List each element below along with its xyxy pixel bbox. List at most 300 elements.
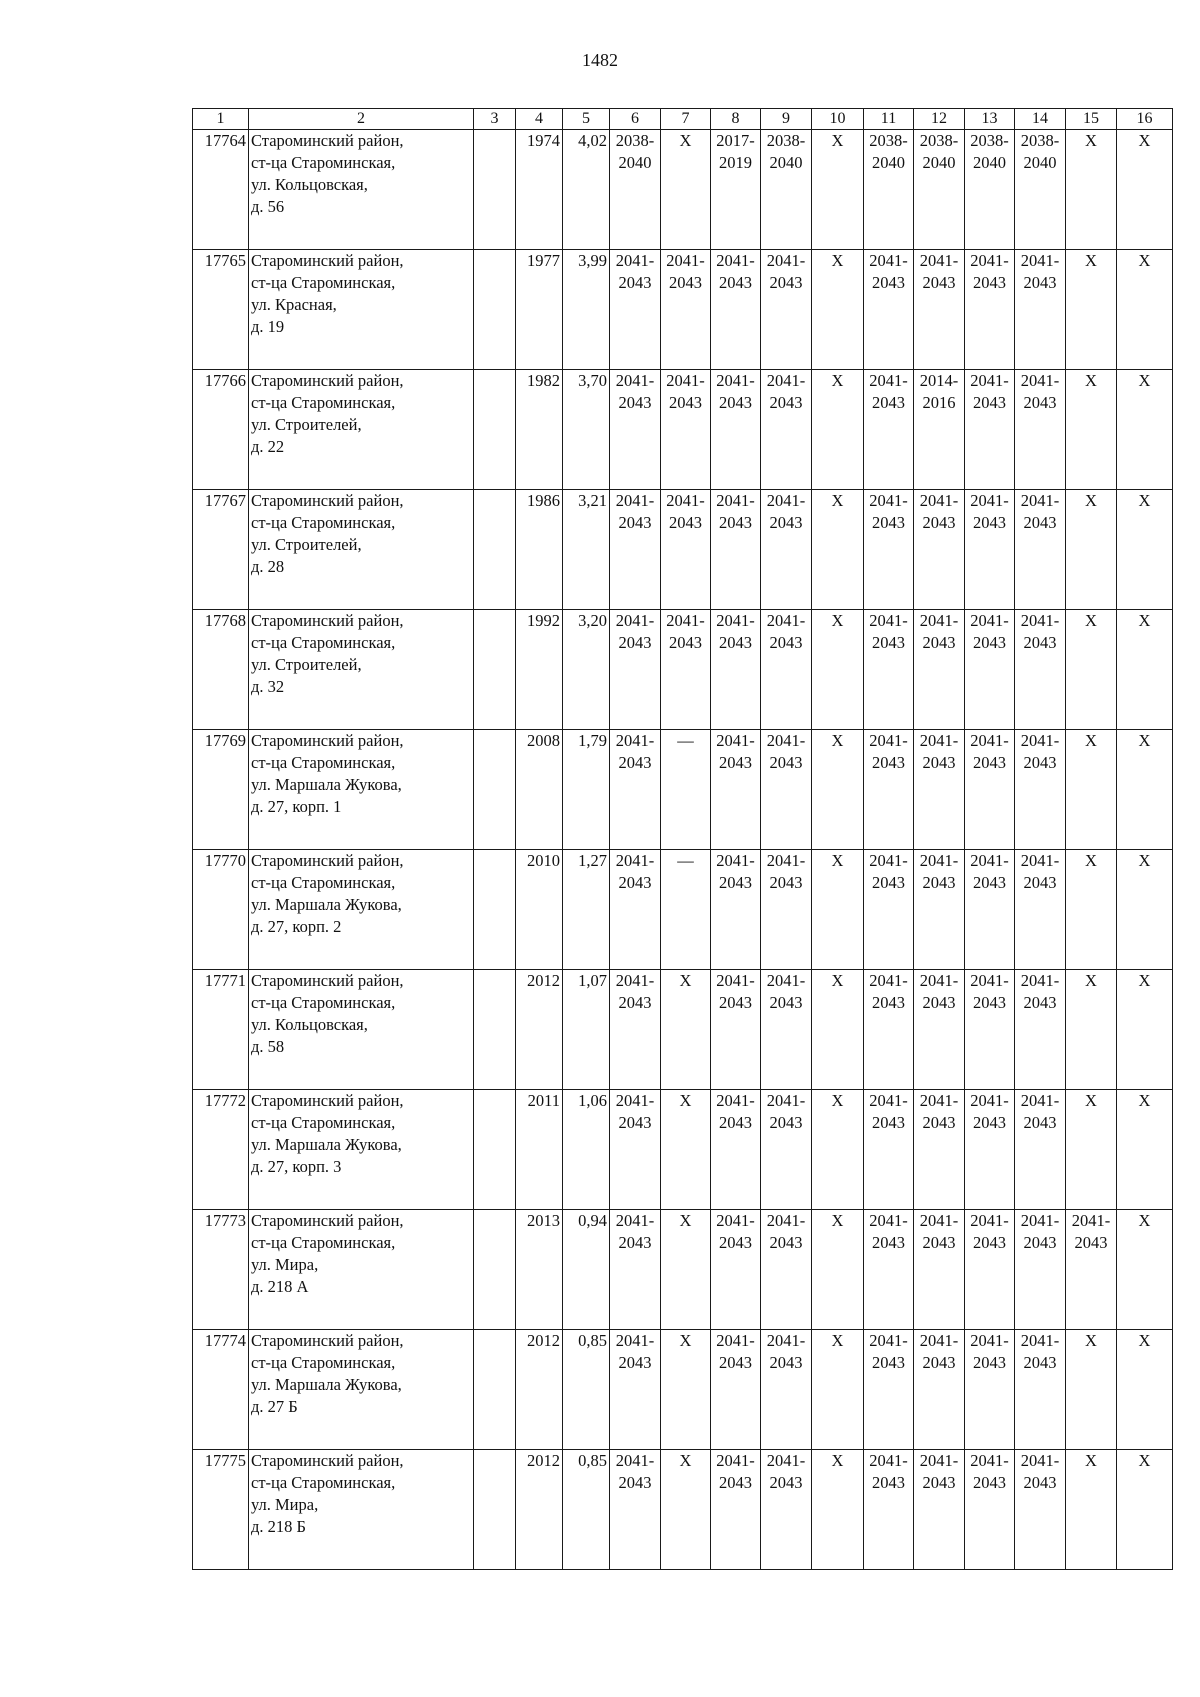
period-cell xyxy=(965,250,1015,370)
record-id: 17773 xyxy=(193,1210,249,1330)
mark-cell: X xyxy=(1117,130,1173,250)
address-line: ст-ца Староминская, xyxy=(251,273,396,292)
period-line: 2041- xyxy=(766,1211,806,1230)
period-line: 2043 xyxy=(872,1353,905,1372)
mark-cell: X xyxy=(1066,370,1117,490)
period-line: 2040 xyxy=(973,153,1006,172)
period-line: 2016 xyxy=(922,393,956,412)
mark-cell: X xyxy=(812,490,864,610)
column-3-cell xyxy=(474,250,516,370)
address-line: ул. Строителей, xyxy=(251,415,362,434)
period-cell xyxy=(610,370,661,490)
period-cell xyxy=(610,490,661,610)
page-number: 1482 xyxy=(582,50,618,70)
year-cell: 2012 xyxy=(516,1450,563,1570)
period-line: 2041- xyxy=(919,1211,959,1230)
period-line: 2041- xyxy=(716,491,755,510)
year-cell: 1992 xyxy=(516,610,563,730)
mark-cell: X xyxy=(812,610,864,730)
period-line: 2041- xyxy=(766,1091,806,1110)
period-line: 2041- xyxy=(1071,1211,1111,1230)
period-line: 2041- xyxy=(716,371,755,390)
period-line: 2041- xyxy=(970,1451,1009,1470)
period-line: 2043 xyxy=(922,1113,956,1132)
period-line: 2041- xyxy=(970,971,1009,990)
period-cell xyxy=(864,250,914,370)
period-cell xyxy=(864,1210,914,1330)
period-line: 2043 xyxy=(973,1473,1006,1492)
period-line: 2041- xyxy=(919,851,959,870)
period-cell xyxy=(1066,1210,1117,1330)
period-line: 2043 xyxy=(618,753,652,772)
record-id: 17765 xyxy=(193,250,249,370)
period-line: 2041- xyxy=(766,731,806,750)
mark-cell: X xyxy=(812,1090,864,1210)
record-id: 17766 xyxy=(193,370,249,490)
period-line: 2043 xyxy=(922,873,956,892)
mark-cell: — xyxy=(661,730,711,850)
address-line: ст-ца Староминская, xyxy=(251,753,396,772)
mark-cell: X xyxy=(812,1330,864,1450)
period-line: 2043 xyxy=(769,753,803,772)
period-line: 2041- xyxy=(766,851,806,870)
year-cell: 2010 xyxy=(516,850,563,970)
address-cell xyxy=(249,610,474,730)
period-line: 2041- xyxy=(869,851,908,870)
period-cell xyxy=(761,610,812,730)
period-cell xyxy=(761,730,812,850)
period-line: 2040 xyxy=(872,153,905,172)
period-line: 2041- xyxy=(869,251,908,270)
period-line: 2043 xyxy=(618,873,652,892)
column-3-cell xyxy=(474,610,516,730)
year-cell: 2012 xyxy=(516,1330,563,1450)
column-3-cell xyxy=(474,370,516,490)
period-line: 2041- xyxy=(1020,731,1060,750)
mark-cell: X xyxy=(1117,1090,1173,1210)
period-line: 2041- xyxy=(766,491,806,510)
period-line: 2043 xyxy=(1023,513,1057,532)
period-line: 2043 xyxy=(922,753,956,772)
address-line: Староминский район, xyxy=(251,371,404,390)
period-line: 2038- xyxy=(919,131,959,150)
period-line: 2041- xyxy=(919,491,959,510)
period-line: 2041- xyxy=(970,1211,1009,1230)
address-cell xyxy=(249,1210,474,1330)
period-line: 2043 xyxy=(669,513,702,532)
period-line: 2038- xyxy=(766,131,806,150)
period-cell xyxy=(965,1090,1015,1210)
period-line: 2041- xyxy=(1020,1331,1060,1350)
period-cell xyxy=(1015,130,1066,250)
period-line: 2043 xyxy=(973,753,1006,772)
mark-cell: X xyxy=(1117,970,1173,1090)
period-line: 2043 xyxy=(618,1113,652,1132)
period-line: 2043 xyxy=(922,1353,956,1372)
address-line: д. 19 xyxy=(251,317,285,336)
period-line: 2041- xyxy=(970,611,1009,630)
address-line: ст-ца Староминская, xyxy=(251,633,396,652)
period-line: 2043 xyxy=(719,873,752,892)
period-cell xyxy=(864,730,914,850)
mark-cell: X xyxy=(1117,850,1173,970)
address-line: Староминский район, xyxy=(251,611,404,630)
period-cell xyxy=(711,1090,761,1210)
period-line: 2041- xyxy=(970,851,1009,870)
period-line: 2041- xyxy=(919,971,959,990)
period-line: 2043 xyxy=(719,513,752,532)
address-line: ул. Мира, xyxy=(251,1495,319,1514)
table-row xyxy=(193,1210,1173,1330)
period-line: 2043 xyxy=(973,873,1006,892)
period-cell xyxy=(914,250,965,370)
period-line: 2041- xyxy=(869,1451,908,1470)
record-id: 17770 xyxy=(193,850,249,970)
period-cell xyxy=(761,1330,812,1450)
period-cell xyxy=(1015,730,1066,850)
period-line: 2041- xyxy=(666,611,705,630)
mark-cell: X xyxy=(812,130,864,250)
address-line: д. 22 xyxy=(251,437,285,456)
period-cell xyxy=(864,130,914,250)
address-line: Староминский район, xyxy=(251,1091,404,1110)
period-line: 2043 xyxy=(872,393,905,412)
value-cell: 0,85 xyxy=(563,1450,610,1570)
mark-cell: X xyxy=(1066,970,1117,1090)
period-line: 2043 xyxy=(922,273,956,292)
period-line: 2043 xyxy=(719,273,752,292)
address-cell xyxy=(249,250,474,370)
column-header-5: 5 xyxy=(563,109,610,130)
period-line: 2043 xyxy=(973,513,1006,532)
period-line: 2041- xyxy=(766,1331,806,1350)
address-cell xyxy=(249,490,474,610)
address-line: д. 28 xyxy=(251,557,285,576)
mark-cell: X xyxy=(1117,730,1173,850)
period-cell xyxy=(864,610,914,730)
column-3-cell xyxy=(474,1330,516,1450)
period-cell xyxy=(965,1330,1015,1450)
column-3-cell xyxy=(474,970,516,1090)
period-line: 2041- xyxy=(666,371,705,390)
address-line: Староминский район, xyxy=(251,1451,404,1470)
period-line: 2041- xyxy=(615,971,655,990)
period-line: 2043 xyxy=(1023,1473,1057,1492)
period-line: 2019 xyxy=(719,153,752,172)
table-row xyxy=(193,610,1173,730)
period-cell xyxy=(661,250,711,370)
period-line: 2041- xyxy=(716,1331,755,1350)
address-line: Староминский район, xyxy=(251,1331,404,1350)
record-id: 17768 xyxy=(193,610,249,730)
period-line: 2041- xyxy=(716,1211,755,1230)
period-cell xyxy=(761,370,812,490)
period-cell xyxy=(914,490,965,610)
period-line: 2041- xyxy=(615,611,655,630)
period-line: 2041- xyxy=(615,251,655,270)
period-cell xyxy=(1015,490,1066,610)
period-cell xyxy=(661,610,711,730)
value-cell: 1,07 xyxy=(563,970,610,1090)
period-cell xyxy=(1015,970,1066,1090)
address-line: ул. Маршала Жукова, xyxy=(251,1135,402,1154)
period-line: 2043 xyxy=(769,993,803,1012)
mark-cell: X xyxy=(1066,250,1117,370)
table-row xyxy=(193,850,1173,970)
period-cell xyxy=(610,610,661,730)
column-3-cell xyxy=(474,490,516,610)
address-line: Староминский район, xyxy=(251,1211,404,1230)
period-line: 2041- xyxy=(615,851,655,870)
period-line: 2043 xyxy=(719,1353,752,1372)
mark-cell: X xyxy=(1117,250,1173,370)
period-cell xyxy=(864,1090,914,1210)
address-line: Староминский район, xyxy=(251,251,404,270)
address-line: ст-ца Староминская, xyxy=(251,513,396,532)
record-id: 17769 xyxy=(193,730,249,850)
period-line: 2041- xyxy=(615,731,655,750)
period-line: 2041- xyxy=(1020,491,1060,510)
period-line: 2043 xyxy=(973,1113,1006,1132)
period-line: 2043 xyxy=(769,1113,803,1132)
period-cell xyxy=(914,370,965,490)
period-cell xyxy=(864,490,914,610)
period-line: 2043 xyxy=(872,1473,905,1492)
value-cell: 3,20 xyxy=(563,610,610,730)
mark-cell: X xyxy=(1066,1450,1117,1570)
period-line: 2043 xyxy=(1023,753,1057,772)
record-id: 17764 xyxy=(193,130,249,250)
period-cell xyxy=(965,490,1015,610)
period-line: 2017- xyxy=(716,131,755,150)
period-line: 2043 xyxy=(769,393,803,412)
mark-cell: X xyxy=(1066,1330,1117,1450)
period-line: 2041- xyxy=(716,611,755,630)
period-line: 2043 xyxy=(719,993,752,1012)
period-line: 2043 xyxy=(872,1233,905,1252)
period-cell xyxy=(965,850,1015,970)
period-line: 2041- xyxy=(919,611,959,630)
period-line: 2041- xyxy=(716,251,755,270)
period-cell xyxy=(1015,370,1066,490)
period-line: 2043 xyxy=(922,513,956,532)
address-line: д. 27, корп. 3 xyxy=(251,1157,342,1176)
period-line: 2041- xyxy=(970,251,1009,270)
table-header xyxy=(193,109,1173,130)
period-line: 2041- xyxy=(1020,1451,1060,1470)
period-line: 2043 xyxy=(872,993,905,1012)
period-cell xyxy=(761,490,812,610)
period-cell xyxy=(610,850,661,970)
column-3-cell xyxy=(474,1210,516,1330)
period-line: 2041- xyxy=(970,1091,1009,1110)
address-line: ст-ца Староминская, xyxy=(251,1353,396,1372)
value-cell: 4,02 xyxy=(563,130,610,250)
address-line: ул. Мира, xyxy=(251,1255,319,1274)
column-header-7: 7 xyxy=(661,109,711,130)
period-cell xyxy=(761,1450,812,1570)
column-header-4: 4 xyxy=(516,109,563,130)
period-line: 2043 xyxy=(769,1473,803,1492)
column-header-16: 16 xyxy=(1117,109,1173,130)
address-line: ул. Красная, xyxy=(251,295,337,314)
column-3-cell xyxy=(474,130,516,250)
period-cell xyxy=(965,970,1015,1090)
period-line: 2041- xyxy=(615,1331,655,1350)
period-cell xyxy=(761,250,812,370)
period-cell xyxy=(965,1210,1015,1330)
mark-cell: X xyxy=(1117,370,1173,490)
period-line: 2038- xyxy=(869,131,908,150)
address-line: ст-ца Староминская, xyxy=(251,1233,396,1252)
record-id: 17767 xyxy=(193,490,249,610)
period-line: 2043 xyxy=(719,633,752,652)
period-line: 2040 xyxy=(618,153,652,172)
year-cell: 2011 xyxy=(516,1090,563,1210)
address-line: Староминский район, xyxy=(251,971,404,990)
period-line: 2041- xyxy=(970,1331,1009,1350)
period-cell xyxy=(761,130,812,250)
period-line: 2043 xyxy=(922,633,956,652)
period-line: 2043 xyxy=(973,993,1006,1012)
period-line: 2043 xyxy=(973,1233,1006,1252)
mark-cell: X xyxy=(1117,1450,1173,1570)
period-line: 2043 xyxy=(922,1233,956,1252)
period-line: 2041- xyxy=(869,371,908,390)
column-header-8: 8 xyxy=(711,109,761,130)
address-line: Староминский район, xyxy=(251,491,404,510)
period-line: 2043 xyxy=(1023,993,1057,1012)
address-cell xyxy=(249,850,474,970)
period-line: 2043 xyxy=(1023,1113,1057,1132)
year-cell: 2013 xyxy=(516,1210,563,1330)
address-line: Староминский район, xyxy=(251,131,404,150)
address-line: ст-ца Староминская, xyxy=(251,993,396,1012)
period-line: 2041- xyxy=(869,491,908,510)
period-line: 2041- xyxy=(615,1451,655,1470)
column-3-cell xyxy=(474,730,516,850)
period-line: 2043 xyxy=(973,393,1006,412)
value-cell: 1,27 xyxy=(563,850,610,970)
period-line: 2041- xyxy=(919,1451,959,1470)
address-line: д. 27, корп. 2 xyxy=(251,917,342,936)
period-cell xyxy=(914,610,965,730)
table-row xyxy=(193,490,1173,610)
value-cell: 1,79 xyxy=(563,730,610,850)
table-row xyxy=(193,370,1173,490)
period-cell xyxy=(914,1090,965,1210)
period-cell xyxy=(1015,1330,1066,1450)
period-line: 2043 xyxy=(618,1233,652,1252)
period-line: 2043 xyxy=(719,1113,752,1132)
period-line: 2041- xyxy=(919,251,959,270)
mark-cell: X xyxy=(1066,610,1117,730)
address-line: д. 56 xyxy=(251,197,285,216)
period-line: 2041- xyxy=(970,731,1009,750)
period-line: 2041- xyxy=(1020,851,1060,870)
period-cell xyxy=(661,370,711,490)
table-row xyxy=(193,1090,1173,1210)
period-line: 2043 xyxy=(1023,393,1057,412)
period-line: 2038- xyxy=(615,131,655,150)
period-cell xyxy=(711,1450,761,1570)
period-cell xyxy=(864,1330,914,1450)
address-cell xyxy=(249,1330,474,1450)
period-cell xyxy=(864,370,914,490)
period-line: 2043 xyxy=(618,393,652,412)
record-id: 17771 xyxy=(193,970,249,1090)
period-line: 2043 xyxy=(769,1353,803,1372)
column-header-14: 14 xyxy=(1015,109,1066,130)
address-line: ул. Кольцовская, xyxy=(251,175,368,194)
address-line: ст-ца Староминская, xyxy=(251,393,396,412)
period-cell xyxy=(711,130,761,250)
address-line: ул. Маршала Жукова, xyxy=(251,775,402,794)
period-line: 2043 xyxy=(618,1353,652,1372)
period-line: 2041- xyxy=(766,1451,806,1470)
period-cell xyxy=(761,1210,812,1330)
period-line: 2041- xyxy=(716,1091,755,1110)
period-cell xyxy=(610,1210,661,1330)
mark-cell: X xyxy=(1117,490,1173,610)
period-cell xyxy=(711,730,761,850)
period-cell xyxy=(914,1330,965,1450)
table-row xyxy=(193,250,1173,370)
year-cell: 1974 xyxy=(516,130,563,250)
period-line: 2041- xyxy=(970,491,1009,510)
mark-cell: X xyxy=(661,970,711,1090)
address-line: д. 32 xyxy=(251,677,285,696)
period-cell xyxy=(661,490,711,610)
period-line: 2043 xyxy=(872,873,905,892)
column-header-10: 10 xyxy=(812,109,864,130)
mark-cell: X xyxy=(1066,730,1117,850)
record-id: 17775 xyxy=(193,1450,249,1570)
period-cell xyxy=(965,1450,1015,1570)
value-cell: 3,70 xyxy=(563,370,610,490)
address-line: ст-ца Староминская, xyxy=(251,873,396,892)
period-line: 2043 xyxy=(769,513,803,532)
period-cell xyxy=(965,130,1015,250)
address-line: Староминский район, xyxy=(251,731,404,750)
column-header-9: 9 xyxy=(761,109,812,130)
period-cell xyxy=(914,730,965,850)
period-line: 2043 xyxy=(669,273,702,292)
table-row xyxy=(193,1330,1173,1450)
column-header-3: 3 xyxy=(474,109,516,130)
period-cell xyxy=(914,130,965,250)
period-line: 2043 xyxy=(1023,873,1057,892)
period-line: 2041- xyxy=(766,971,806,990)
period-line: 2043 xyxy=(618,1473,652,1492)
address-line: д. 218 А xyxy=(251,1277,309,1296)
column-3-cell xyxy=(474,1450,516,1570)
address-line: д. 218 Б xyxy=(251,1517,306,1536)
period-cell xyxy=(610,970,661,1090)
period-line: 2043 xyxy=(719,1233,752,1252)
value-cell: 3,21 xyxy=(563,490,610,610)
period-line: 2038- xyxy=(970,131,1009,150)
address-line: д. 27, корп. 1 xyxy=(251,797,342,816)
period-line: 2041- xyxy=(1020,971,1060,990)
period-line: 2041- xyxy=(919,731,959,750)
period-line: 2043 xyxy=(872,753,905,772)
period-line: 2043 xyxy=(973,1353,1006,1372)
mark-cell: X xyxy=(661,130,711,250)
column-header-15: 15 xyxy=(1066,109,1117,130)
period-line: 2041- xyxy=(869,611,908,630)
address-line: ул. Маршала Жукова, xyxy=(251,895,402,914)
